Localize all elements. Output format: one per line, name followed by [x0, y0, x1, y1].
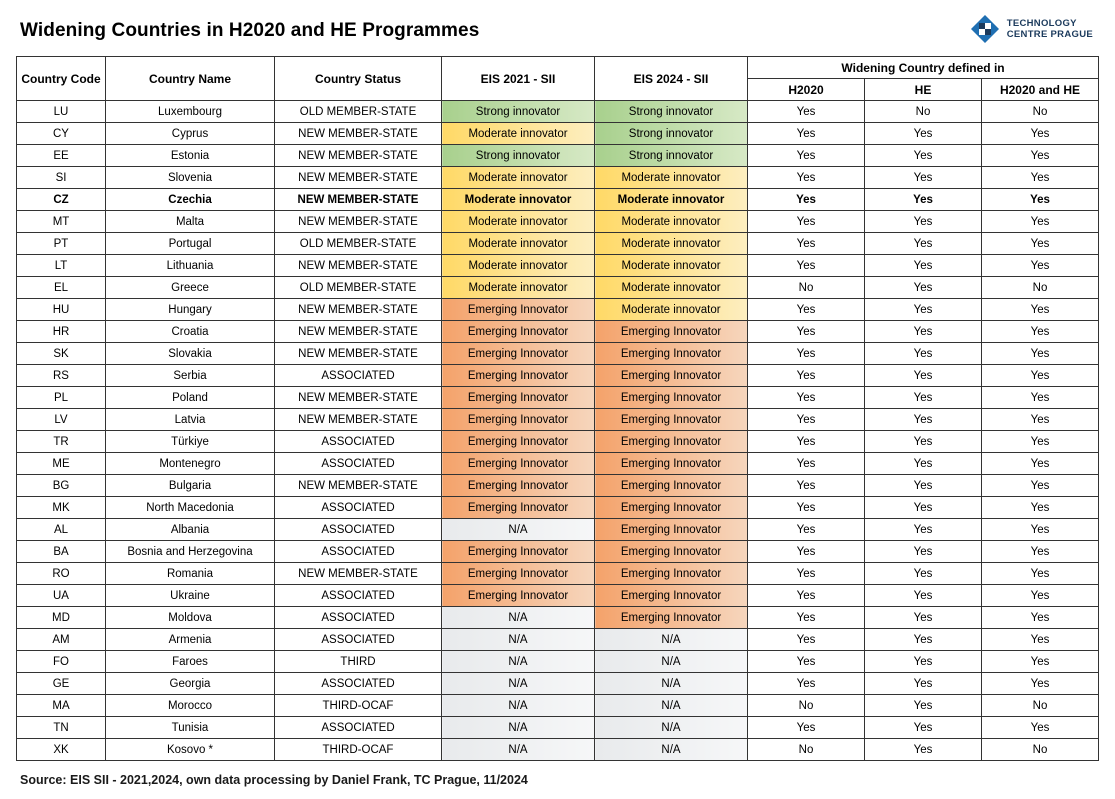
cell-widening-h2020: Yes: [748, 519, 865, 541]
cell-country-code: EL: [17, 277, 106, 299]
cell-eis-2021: Emerging Innovator: [442, 387, 595, 409]
table-row: [17, 365, 1099, 387]
cell-eis-2021: N/A: [442, 717, 595, 739]
cell-country-status: ASSOCIATED: [275, 585, 442, 607]
cell-eis-2021: Emerging Innovator: [442, 475, 595, 497]
cell-country-status: ASSOCIATED: [275, 541, 442, 563]
cell-country-name: Bosnia and Herzegovina: [106, 541, 275, 563]
cell-country-name: Croatia: [106, 321, 275, 343]
cell-country-name: Moldova: [106, 607, 275, 629]
logo-text: [1007, 18, 1093, 40]
cell-eis-2021: Emerging Innovator: [442, 365, 595, 387]
cell-country-name: Malta: [106, 211, 275, 233]
cell-eis-2021: Emerging Innovator: [442, 321, 595, 343]
cell-country-status: NEW MEMBER-STATE: [275, 343, 442, 365]
cell-widening-he: Yes: [865, 629, 982, 651]
cell-eis-2021: N/A: [442, 739, 595, 761]
table-row: [17, 563, 1099, 585]
logo-line-2: CENTRE PRAGUE: [1006, 29, 1093, 40]
cell-eis-2024: Emerging Innovator: [595, 475, 748, 497]
cell-country-code: BG: [17, 475, 106, 497]
cell-eis-2024: Moderate innovator: [595, 299, 748, 321]
cell-eis-2024: N/A: [595, 739, 748, 761]
cell-country-name: North Macedonia: [106, 497, 275, 519]
cell-eis-2024: Emerging Innovator: [595, 453, 748, 475]
cell-eis-2021: N/A: [442, 651, 595, 673]
cell-widening-both: Yes: [982, 563, 1099, 585]
cell-eis-2021: Emerging Innovator: [442, 431, 595, 453]
cell-country-code: EE: [17, 145, 106, 167]
cell-eis-2021: Emerging Innovator: [442, 409, 595, 431]
cell-widening-he: Yes: [865, 145, 982, 167]
cell-country-name: Portugal: [106, 233, 275, 255]
cell-country-status: THIRD-OCAF: [275, 739, 442, 761]
cell-widening-both: No: [982, 277, 1099, 299]
cell-widening-h2020: Yes: [748, 453, 865, 475]
cell-widening-he: Yes: [865, 255, 982, 277]
table-row: [17, 299, 1099, 321]
cell-country-status: NEW MEMBER-STATE: [275, 409, 442, 431]
cell-eis-2021: Emerging Innovator: [442, 585, 595, 607]
col-header-eis-2024: EIS 2024 - SII: [595, 57, 748, 101]
cell-eis-2024: Moderate innovator: [595, 167, 748, 189]
cell-widening-both: Yes: [982, 145, 1099, 167]
col-header-country-status: Country Status: [275, 57, 442, 101]
cell-eis-2021: Emerging Innovator: [442, 541, 595, 563]
cell-widening-he: Yes: [865, 321, 982, 343]
table-row: [17, 585, 1099, 607]
cell-country-code: AM: [17, 629, 106, 651]
cell-widening-h2020: Yes: [748, 211, 865, 233]
cell-country-status: NEW MEMBER-STATE: [275, 123, 442, 145]
cell-widening-both: Yes: [982, 387, 1099, 409]
cell-eis-2024: Emerging Innovator: [595, 563, 748, 585]
cell-widening-both: Yes: [982, 519, 1099, 541]
cell-eis-2021: N/A: [442, 695, 595, 717]
col-header-h2020-and-he: H2020 and HE: [982, 79, 1099, 101]
table-row: [17, 739, 1099, 761]
cell-widening-he: Yes: [865, 585, 982, 607]
cell-country-name: Cyprus: [106, 123, 275, 145]
cell-widening-he: Yes: [865, 167, 982, 189]
cell-eis-2024: Strong innovator: [595, 101, 748, 123]
cell-widening-both: Yes: [982, 673, 1099, 695]
cell-widening-he: Yes: [865, 387, 982, 409]
cell-widening-h2020: Yes: [748, 123, 865, 145]
cell-widening-he: Yes: [865, 717, 982, 739]
cell-widening-he: Yes: [865, 607, 982, 629]
cell-eis-2024: Moderate innovator: [595, 233, 748, 255]
cell-widening-he: Yes: [865, 299, 982, 321]
cell-country-code: RS: [17, 365, 106, 387]
cell-country-code: RO: [17, 563, 106, 585]
table-row: [17, 519, 1099, 541]
cell-widening-both: Yes: [982, 167, 1099, 189]
table-row: [17, 387, 1099, 409]
cell-eis-2024: Emerging Innovator: [595, 365, 748, 387]
cell-widening-both: Yes: [982, 321, 1099, 343]
cell-widening-both: Yes: [982, 497, 1099, 519]
table-row: [17, 673, 1099, 695]
cell-widening-both: Yes: [982, 475, 1099, 497]
cell-country-status: NEW MEMBER-STATE: [275, 189, 442, 211]
technology-centre-prague-logo-icon: [970, 14, 1000, 44]
col-header-widening-group: Widening Country defined in: [748, 57, 1099, 79]
cell-eis-2024: Strong innovator: [595, 123, 748, 145]
cell-widening-both: Yes: [982, 585, 1099, 607]
cell-widening-h2020: Yes: [748, 321, 865, 343]
cell-eis-2021: N/A: [442, 673, 595, 695]
cell-eis-2024: Moderate innovator: [595, 211, 748, 233]
cell-eis-2024: Emerging Innovator: [595, 585, 748, 607]
widening-countries-table: [16, 56, 1099, 761]
table-row: [17, 343, 1099, 365]
cell-widening-both: Yes: [982, 211, 1099, 233]
col-header-country-name: Country Name: [106, 57, 275, 101]
table-head: [17, 57, 1099, 101]
cell-widening-he: Yes: [865, 651, 982, 673]
table-row: [17, 431, 1099, 453]
cell-country-status: ASSOCIATED: [275, 365, 442, 387]
cell-eis-2024: N/A: [595, 717, 748, 739]
cell-widening-h2020: Yes: [748, 255, 865, 277]
col-header-eis-2021: EIS 2021 - SII: [442, 57, 595, 101]
cell-widening-h2020: Yes: [748, 563, 865, 585]
cell-eis-2021: Moderate innovator: [442, 255, 595, 277]
cell-country-name: Albania: [106, 519, 275, 541]
cell-eis-2021: Moderate innovator: [442, 277, 595, 299]
cell-eis-2024: Emerging Innovator: [595, 431, 748, 453]
cell-widening-h2020: Yes: [748, 541, 865, 563]
cell-eis-2021: N/A: [442, 629, 595, 651]
cell-country-code: XK: [17, 739, 106, 761]
cell-widening-h2020: Yes: [748, 497, 865, 519]
cell-widening-both: Yes: [982, 299, 1099, 321]
cell-country-code: PT: [17, 233, 106, 255]
cell-widening-both: Yes: [982, 409, 1099, 431]
cell-country-status: NEW MEMBER-STATE: [275, 563, 442, 585]
cell-country-status: OLD MEMBER-STATE: [275, 101, 442, 123]
cell-country-status: ASSOCIATED: [275, 497, 442, 519]
cell-country-code: CY: [17, 123, 106, 145]
cell-widening-both: Yes: [982, 453, 1099, 475]
cell-country-code: PL: [17, 387, 106, 409]
table-row: [17, 497, 1099, 519]
table-row: [17, 541, 1099, 563]
cell-widening-h2020: Yes: [748, 343, 865, 365]
cell-eis-2021: Moderate innovator: [442, 211, 595, 233]
cell-country-status: NEW MEMBER-STATE: [275, 299, 442, 321]
cell-country-status: NEW MEMBER-STATE: [275, 321, 442, 343]
cell-eis-2024: N/A: [595, 673, 748, 695]
cell-widening-he: Yes: [865, 563, 982, 585]
table-row: [17, 233, 1099, 255]
cell-eis-2024: Emerging Innovator: [595, 497, 748, 519]
cell-widening-both: Yes: [982, 343, 1099, 365]
cell-country-code: TR: [17, 431, 106, 453]
cell-eis-2024: Emerging Innovator: [595, 343, 748, 365]
cell-eis-2021: Emerging Innovator: [442, 453, 595, 475]
cell-widening-h2020: No: [748, 739, 865, 761]
table-row: [17, 123, 1099, 145]
table-row: [17, 607, 1099, 629]
cell-widening-h2020: Yes: [748, 629, 865, 651]
cell-country-name: Morocco: [106, 695, 275, 717]
cell-eis-2024: Emerging Innovator: [595, 607, 748, 629]
table-body: [17, 101, 1099, 761]
cell-country-name: Czechia: [106, 189, 275, 211]
table-header-row-1: [17, 57, 1099, 79]
cell-eis-2024: N/A: [595, 695, 748, 717]
cell-country-name: Ukraine: [106, 585, 275, 607]
cell-eis-2024: Emerging Innovator: [595, 519, 748, 541]
table-row: [17, 101, 1099, 123]
cell-country-status: ASSOCIATED: [275, 673, 442, 695]
cell-eis-2021: Emerging Innovator: [442, 563, 595, 585]
cell-eis-2021: Moderate innovator: [442, 167, 595, 189]
cell-country-status: ASSOCIATED: [275, 717, 442, 739]
cell-country-name: Montenegro: [106, 453, 275, 475]
cell-eis-2024: Emerging Innovator: [595, 409, 748, 431]
cell-eis-2021: Emerging Innovator: [442, 343, 595, 365]
cell-widening-h2020: Yes: [748, 431, 865, 453]
cell-country-status: THIRD: [275, 651, 442, 673]
col-header-country-code: Country Code: [17, 57, 106, 101]
cell-widening-he: Yes: [865, 739, 982, 761]
cell-widening-h2020: Yes: [748, 101, 865, 123]
cell-country-code: SK: [17, 343, 106, 365]
table-row: [17, 651, 1099, 673]
table-row: [17, 695, 1099, 717]
cell-widening-both: Yes: [982, 607, 1099, 629]
cell-country-status: NEW MEMBER-STATE: [275, 255, 442, 277]
cell-widening-he: No: [865, 101, 982, 123]
cell-country-name: Armenia: [106, 629, 275, 651]
cell-country-code: UA: [17, 585, 106, 607]
cell-widening-both: Yes: [982, 431, 1099, 453]
col-header-he: HE: [865, 79, 982, 101]
cell-widening-he: Yes: [865, 695, 982, 717]
col-header-h2020: H2020: [748, 79, 865, 101]
cell-country-code: MT: [17, 211, 106, 233]
cell-country-code: LV: [17, 409, 106, 431]
cell-widening-he: Yes: [865, 431, 982, 453]
cell-eis-2024: N/A: [595, 651, 748, 673]
table-row: [17, 189, 1099, 211]
cell-widening-both: Yes: [982, 255, 1099, 277]
cell-widening-h2020: Yes: [748, 475, 865, 497]
cell-widening-he: Yes: [865, 277, 982, 299]
cell-widening-h2020: Yes: [748, 409, 865, 431]
cell-widening-both: Yes: [982, 365, 1099, 387]
table-row: [17, 629, 1099, 651]
cell-eis-2024: Emerging Innovator: [595, 321, 748, 343]
cell-widening-he: Yes: [865, 343, 982, 365]
cell-country-name: Slovakia: [106, 343, 275, 365]
table-row: [17, 409, 1099, 431]
table-row: [17, 453, 1099, 475]
cell-country-name: Kosovo *: [106, 739, 275, 761]
cell-eis-2021: Moderate innovator: [442, 123, 595, 145]
cell-country-status: NEW MEMBER-STATE: [275, 387, 442, 409]
cell-eis-2024: Moderate innovator: [595, 189, 748, 211]
cell-widening-h2020: No: [748, 695, 865, 717]
cell-country-name: Luxembourg: [106, 101, 275, 123]
cell-widening-h2020: Yes: [748, 189, 865, 211]
cell-widening-he: Yes: [865, 519, 982, 541]
table-row: [17, 255, 1099, 277]
cell-country-status: NEW MEMBER-STATE: [275, 167, 442, 189]
cell-country-code: LT: [17, 255, 106, 277]
cell-widening-h2020: Yes: [748, 145, 865, 167]
cell-widening-both: Yes: [982, 233, 1099, 255]
cell-country-code: HR: [17, 321, 106, 343]
cell-widening-h2020: No: [748, 277, 865, 299]
cell-widening-h2020: Yes: [748, 717, 865, 739]
cell-country-status: ASSOCIATED: [275, 519, 442, 541]
cell-country-code: MD: [17, 607, 106, 629]
cell-country-code: ME: [17, 453, 106, 475]
cell-country-code: MK: [17, 497, 106, 519]
cell-country-name: Georgia: [106, 673, 275, 695]
cell-widening-he: Yes: [865, 453, 982, 475]
cell-widening-h2020: Yes: [748, 233, 865, 255]
cell-widening-he: Yes: [865, 497, 982, 519]
cell-widening-he: Yes: [865, 673, 982, 695]
cell-eis-2024: N/A: [595, 629, 748, 651]
table-row: [17, 211, 1099, 233]
cell-country-code: SI: [17, 167, 106, 189]
cell-widening-he: Yes: [865, 233, 982, 255]
cell-widening-h2020: Yes: [748, 365, 865, 387]
cell-country-status: ASSOCIATED: [275, 453, 442, 475]
cell-country-code: FO: [17, 651, 106, 673]
header: [16, 12, 1099, 54]
cell-widening-both: No: [982, 695, 1099, 717]
logo: [970, 12, 1099, 44]
cell-widening-both: No: [982, 739, 1099, 761]
cell-eis-2024: Emerging Innovator: [595, 541, 748, 563]
cell-country-status: OLD MEMBER-STATE: [275, 277, 442, 299]
cell-country-name: Tunisia: [106, 717, 275, 739]
cell-country-code: CZ: [17, 189, 106, 211]
cell-widening-h2020: Yes: [748, 673, 865, 695]
cell-country-code: BA: [17, 541, 106, 563]
cell-country-name: Estonia: [106, 145, 275, 167]
cell-widening-he: Yes: [865, 189, 982, 211]
table-row: [17, 475, 1099, 497]
cell-widening-both: Yes: [982, 541, 1099, 563]
cell-country-status: NEW MEMBER-STATE: [275, 475, 442, 497]
cell-eis-2021: N/A: [442, 607, 595, 629]
cell-widening-h2020: Yes: [748, 585, 865, 607]
cell-widening-he: Yes: [865, 541, 982, 563]
cell-country-status: ASSOCIATED: [275, 607, 442, 629]
table-row: [17, 277, 1099, 299]
cell-country-code: HU: [17, 299, 106, 321]
cell-eis-2024: Moderate innovator: [595, 255, 748, 277]
cell-widening-both: No: [982, 101, 1099, 123]
cell-widening-both: Yes: [982, 123, 1099, 145]
cell-widening-h2020: Yes: [748, 167, 865, 189]
cell-widening-both: Yes: [982, 629, 1099, 651]
cell-widening-both: Yes: [982, 651, 1099, 673]
table-row: [17, 321, 1099, 343]
page-title: Widening Countries in H2020 and HE Programmes: [20, 20, 480, 41]
cell-country-name: Greece: [106, 277, 275, 299]
cell-eis-2021: Emerging Innovator: [442, 497, 595, 519]
cell-eis-2021: Moderate innovator: [442, 233, 595, 255]
cell-eis-2024: Moderate innovator: [595, 277, 748, 299]
cell-country-name: Faroes: [106, 651, 275, 673]
cell-country-name: Poland: [106, 387, 275, 409]
cell-country-name: Bulgaria: [106, 475, 275, 497]
cell-country-name: Romania: [106, 563, 275, 585]
cell-country-status: NEW MEMBER-STATE: [275, 145, 442, 167]
cell-widening-he: Yes: [865, 475, 982, 497]
cell-eis-2021: Strong innovator: [442, 101, 595, 123]
cell-widening-both: Yes: [982, 717, 1099, 739]
cell-widening-h2020: Yes: [748, 607, 865, 629]
cell-country-name: Lithuania: [106, 255, 275, 277]
cell-widening-he: Yes: [865, 365, 982, 387]
table-row: [17, 717, 1099, 739]
cell-eis-2021: Emerging Innovator: [442, 299, 595, 321]
source-note: Source: EIS SII - 2021,2024, own data processing by Daniel Frank, TC Prague, 11/2024: [20, 773, 528, 787]
cell-eis-2024: Strong innovator: [595, 145, 748, 167]
cell-country-name: Türkiye: [106, 431, 275, 453]
cell-widening-he: Yes: [865, 409, 982, 431]
cell-country-status: OLD MEMBER-STATE: [275, 233, 442, 255]
cell-country-name: Latvia: [106, 409, 275, 431]
cell-country-code: GE: [17, 673, 106, 695]
cell-widening-h2020: Yes: [748, 387, 865, 409]
cell-eis-2021: N/A: [442, 519, 595, 541]
table-row: [17, 167, 1099, 189]
cell-country-status: NEW MEMBER-STATE: [275, 211, 442, 233]
cell-widening-he: Yes: [865, 123, 982, 145]
cell-eis-2024: Emerging Innovator: [595, 387, 748, 409]
cell-country-code: LU: [17, 101, 106, 123]
cell-country-status: ASSOCIATED: [275, 629, 442, 651]
cell-country-status: THIRD-OCAF: [275, 695, 442, 717]
cell-country-name: Serbia: [106, 365, 275, 387]
cell-widening-h2020: Yes: [748, 651, 865, 673]
cell-widening-h2020: Yes: [748, 299, 865, 321]
cell-country-name: Slovenia: [106, 167, 275, 189]
cell-widening-both: Yes: [982, 189, 1099, 211]
logo-line-1: TECHNOLOGY: [1006, 18, 1077, 29]
cell-country-code: TN: [17, 717, 106, 739]
table-row: [17, 145, 1099, 167]
cell-eis-2021: Moderate innovator: [442, 189, 595, 211]
cell-eis-2021: Strong innovator: [442, 145, 595, 167]
cell-country-status: ASSOCIATED: [275, 431, 442, 453]
cell-country-name: Hungary: [106, 299, 275, 321]
cell-country-code: MA: [17, 695, 106, 717]
cell-country-code: AL: [17, 519, 106, 541]
cell-widening-he: Yes: [865, 211, 982, 233]
